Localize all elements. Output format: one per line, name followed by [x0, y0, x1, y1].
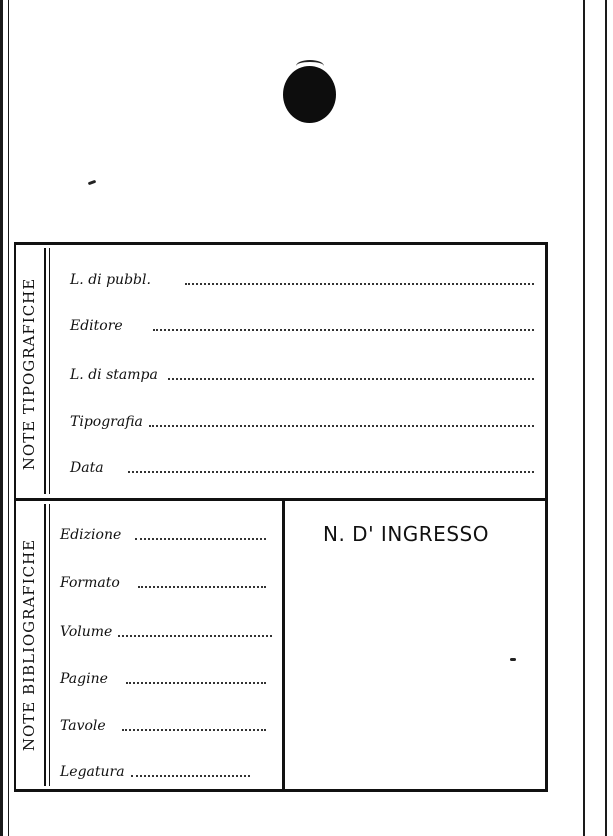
field-label: Pagine — [60, 671, 108, 687]
ingresso-divider — [282, 501, 285, 789]
right-outer-edge — [605, 0, 607, 836]
fill-line — [122, 729, 266, 731]
field-legatura — [60, 764, 250, 780]
heading-rule-outer — [44, 504, 46, 786]
fill-line — [153, 329, 534, 331]
field-label: Formato — [60, 575, 120, 591]
field-formato — [60, 575, 266, 591]
field-label: Data — [70, 460, 104, 476]
card-top-border — [14, 242, 548, 245]
index-card — [14, 242, 548, 792]
tipografiche-heading: NOTE TIPOGRAFICHE — [20, 277, 38, 471]
fill-line — [126, 682, 266, 684]
card-right-border — [545, 242, 548, 792]
right-page-edge — [583, 0, 585, 836]
left-page-edge — [0, 0, 3, 836]
field-tavole — [60, 718, 266, 734]
field-luogo-stampa — [70, 367, 534, 383]
heading-rule-inner — [49, 504, 50, 786]
field-label: Volume — [60, 624, 113, 640]
field-volume — [60, 624, 272, 640]
punched-hole — [283, 66, 336, 123]
field-label: Legatura — [60, 764, 125, 780]
field-tipografia — [70, 414, 534, 430]
heading-rule-outer — [44, 248, 46, 494]
field-editore — [70, 318, 534, 334]
fill-line — [118, 635, 272, 637]
field-pagine — [60, 671, 266, 687]
card-bottom-border — [14, 789, 548, 792]
field-data — [70, 460, 534, 476]
field-label: Tipografia — [70, 414, 143, 430]
field-label: Editore — [70, 318, 123, 334]
ink-speck — [88, 180, 97, 186]
fill-line — [185, 283, 534, 285]
fill-line — [128, 471, 534, 473]
section-divider — [14, 498, 548, 501]
fill-line — [138, 586, 266, 588]
card-left-border — [14, 242, 16, 792]
left-inner-edge — [8, 0, 9, 836]
field-luogo-pubblicazione — [70, 272, 534, 288]
fill-line — [149, 425, 534, 427]
heading-rule-inner — [49, 248, 50, 494]
fill-line — [168, 378, 534, 380]
fill-line — [135, 538, 266, 540]
fill-line — [131, 775, 250, 777]
field-label: L. di stampa — [70, 367, 158, 383]
field-label: L. di pubbl. — [70, 272, 151, 288]
numero-ingresso-label: N. D' INGRESSO — [323, 522, 489, 546]
field-edizione — [60, 527, 266, 543]
bibliografiche-heading: NOTE BIBLIOGRAFICHE — [20, 538, 38, 752]
field-label: Tavole — [60, 718, 106, 734]
field-label: Edizione — [60, 527, 122, 543]
